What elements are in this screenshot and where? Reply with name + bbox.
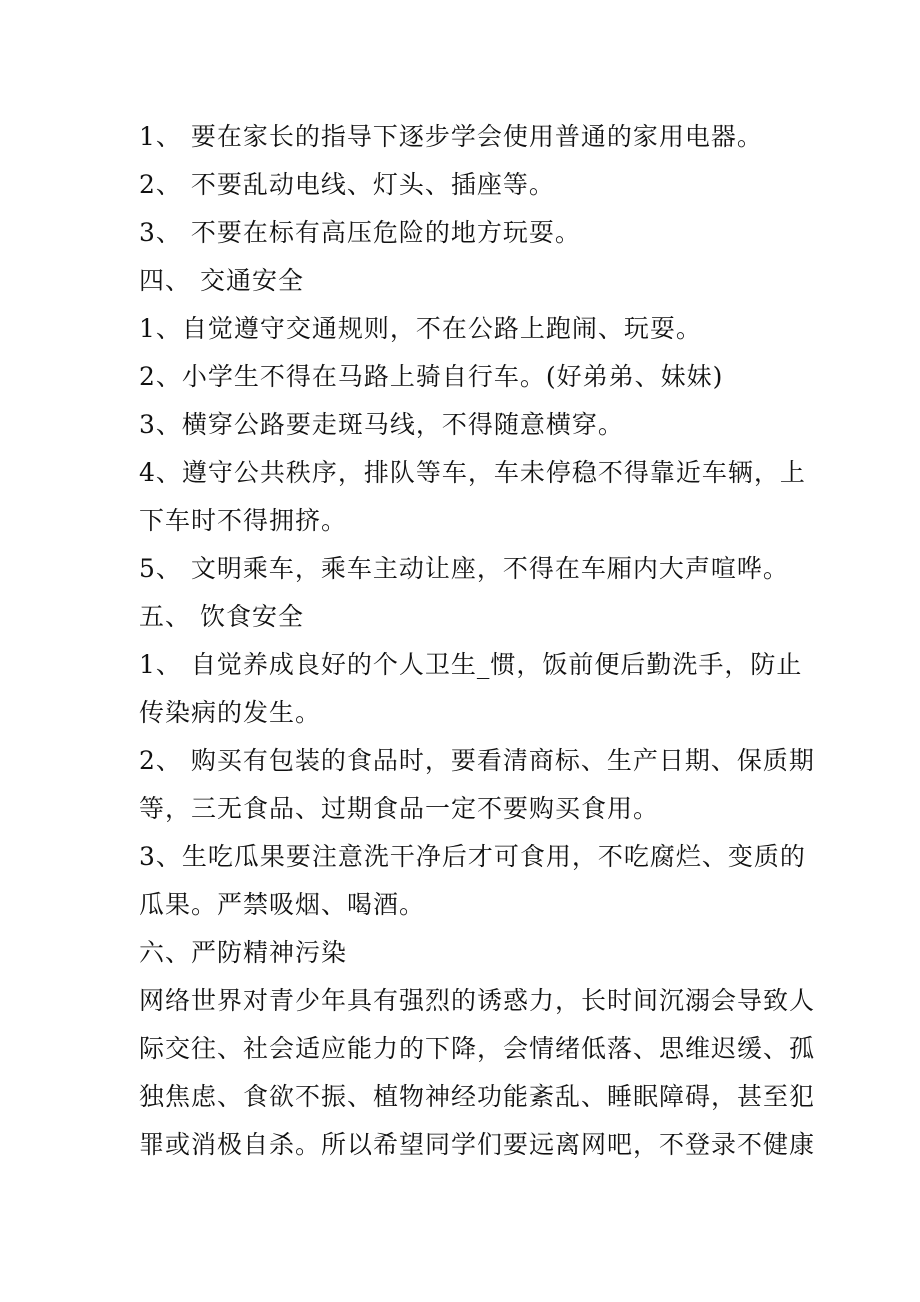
line-15: 等，三无食品、过期食品一定不要购买食用。 <box>139 794 660 823</box>
section-heading-mental: 六、严防精神污染 <box>139 938 348 967</box>
line-7: 3、横穿公路要走斑马线，不得随意横穿。 <box>139 410 624 439</box>
section-heading-food: 五、 饮食安全 <box>139 602 304 631</box>
line-8: 4、遵守公共秩序，排队等车，车未停稳不得靠近车辆，上 <box>139 458 806 487</box>
line-17: 瓜果。严禁吸烟、喝酒。 <box>139 890 426 919</box>
line-1: 1、 要在家长的指导下逐步学会使用普通的家用电器。 <box>139 122 763 151</box>
line-16: 3、生吃瓜果要注意洗干净后才可食用，不吃腐烂、变质的 <box>139 842 806 871</box>
section-heading-traffic: 四、 交通安全 <box>139 266 304 295</box>
line-13: 传染病的发生。 <box>139 698 322 727</box>
line-19: 网络世界对青少年具有强烈的诱惑力，长时间沉溺会导致人 <box>139 986 816 1015</box>
line-22: 罪或消极自杀。所以希望同学们要远离网吧，不登录不健康 <box>139 1130 816 1159</box>
document-body <box>139 113 816 1169</box>
line-20: 际交往、社会适应能力的下降，会情绪低落、思维迟缓、孤 <box>139 1034 816 1063</box>
line-21: 独焦虑、食欲不振、植物神经功能紊乱、睡眠障碍，甚至犯 <box>139 1082 816 1111</box>
line-9: 下车时不得拥挤。 <box>139 506 348 535</box>
line-10: 5、 文明乘车，乘车主动让座，不得在车厢内大声喧哗。 <box>139 554 789 583</box>
line-12: 1、 自觉养成良好的个人卫生_惯，饭前便后勤洗手，防止 <box>139 650 803 679</box>
line-2: 2、 不要乱动电线、灯头、插座等。 <box>139 170 555 199</box>
line-14: 2、 购买有包装的食品时，要看清商标、生产日期、保质期 <box>139 746 815 775</box>
line-3: 3、 不要在标有高压危险的地方玩耍。 <box>139 218 581 247</box>
line-6: 2、小学生不得在马路上骑自行车。(好弟弟、妹妹) <box>139 362 724 391</box>
line-5: 1、自觉遵守交通规则，不在公路上跑闹、玩耍。 <box>139 314 702 343</box>
